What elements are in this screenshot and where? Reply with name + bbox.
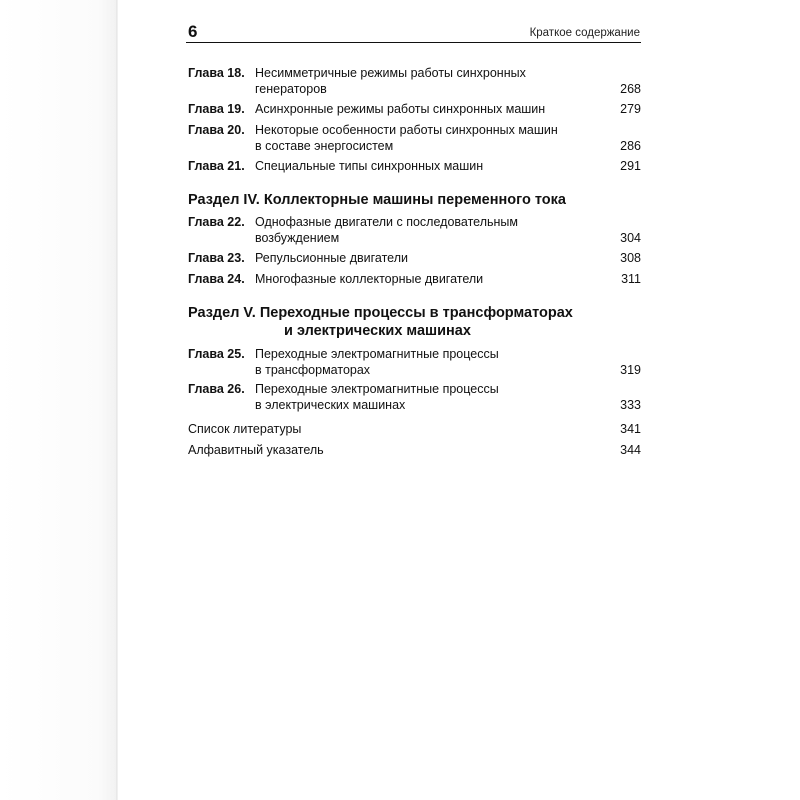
page-ref: 344 [620,443,641,457]
chapter-number: Глава 19. [188,102,245,116]
chapter-title: Асинхронные режимы работы синхронных машин [255,102,546,116]
section-5-heading[interactable] [188,304,641,340]
chapter-number: Глава 20. [188,123,245,137]
chapter-title: Однофазные двигатели с последовательным возбуждением [255,215,518,245]
chapter-title: Специальные типы синхронных машин [255,159,484,173]
chapter-title: Переходные электромагнитные процессы в трансформаторах [255,347,499,377]
toc-entry-chapter-23[interactable] [188,250,641,266]
page-ref: 268 [620,82,641,96]
toc-entry-chapter-22[interactable] [188,214,641,248]
toc-entry-chapter-20[interactable] [188,122,641,156]
chapter-title: Несимметричные режимы работы синхронных генераторов [255,66,526,96]
chapter-number: Глава 21. [188,159,245,173]
chapter-title: Многофазные коллекторные двигатели [255,272,484,286]
page-ref: 311 [621,272,641,286]
page-ref: 279 [620,102,641,116]
toc-entry-chapter-24[interactable] [188,271,641,287]
toc-entry-chapter-19[interactable] [188,101,641,117]
chapter-number: Глава 26. [188,382,245,396]
page-ref: 333 [620,398,641,412]
section-5-title-line2: и электрических машинах [284,323,471,339]
toc-entry-chapter-26[interactable] [188,381,641,415]
bibliography-label: Список литературы [188,422,302,436]
page-ref: 308 [620,251,641,265]
header-rule [186,42,641,43]
chapter-title: Репульсионные двигатели [255,251,408,265]
page-ref: 319 [620,363,641,377]
chapter-number: Глава 25. [188,347,245,361]
page-ref: 286 [620,139,641,153]
index-label: Алфавитный указатель [188,443,324,457]
toc-entry-bibliography[interactable] [188,421,641,437]
page-ref: 291 [620,159,641,173]
chapter-number: Глава 23. [188,251,245,265]
toc-entry-chapter-21[interactable] [188,158,641,174]
toc-entry-chapter-25[interactable] [188,346,641,380]
toc-entry-index[interactable] [188,442,641,458]
page-number: 6 [188,22,198,41]
page-ref: 304 [620,231,641,245]
chapter-number: Глава 24. [188,272,245,286]
page-gutter-shadow [0,0,116,800]
chapter-number: Глава 22. [188,215,245,229]
page-ref: 341 [620,422,641,436]
toc-entry-chapter-18[interactable] [188,65,641,99]
section-5-title-line1: Раздел V. Переходные процессы в трансформаторах [188,305,573,321]
running-title: Краткое содержание [529,27,640,39]
chapter-number: Глава 18. [188,66,245,80]
chapter-title: Переходные электромагнитные процессы в электрических машинах [255,382,499,412]
section-4-heading[interactable]: Раздел IV. Коллекторные машины переменного тока [188,192,566,208]
chapter-title: Некоторые особенности работы синхронных машин в составе энергосистем [255,123,558,153]
